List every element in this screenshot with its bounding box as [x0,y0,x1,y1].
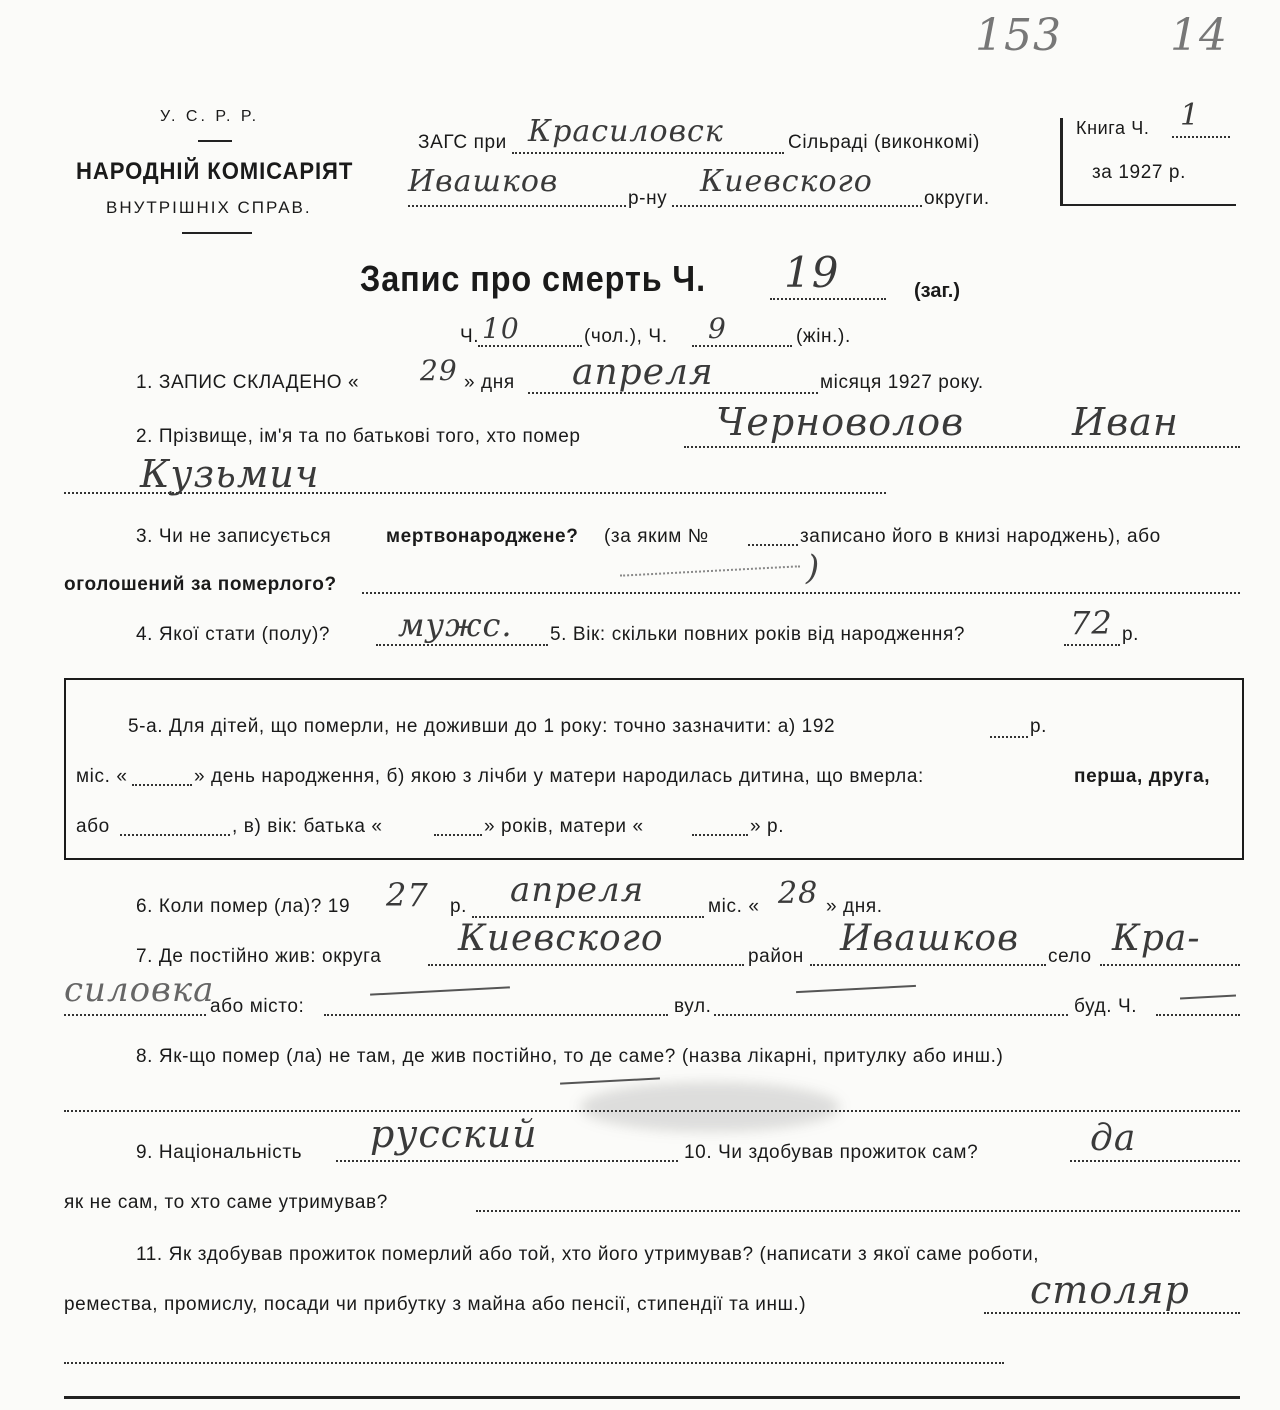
residence-house-dash [1180,995,1236,1000]
okrug-value: Киевского [700,164,873,199]
book-label: Книга Ч. [1076,118,1150,138]
age-unit: р. [1122,624,1140,645]
nationality-line [336,1160,678,1162]
residence-city-label: або місто: [210,996,305,1017]
field3-declared-line [362,592,1240,594]
okrug-field-line [672,205,922,207]
residence-village-label: село [1048,946,1092,967]
field10-label: 10. Чи здобував прожиток сам? [684,1142,979,1163]
residence-house-label: буд. Ч. [1074,996,1138,1017]
infant-or-label: або [76,816,110,837]
nationality-value: русский [370,1112,538,1156]
sex-value: мужс. [398,606,513,644]
infant-or-line [120,834,230,836]
record-title: Запис про смерть Ч. [360,258,707,299]
infant-mother-age-line [692,834,748,836]
field3-stroke: ) [806,548,821,588]
male-count-value: 10 [482,312,520,345]
female-count-label: (жін.). [796,326,851,347]
archive-number-right: 14 [1170,10,1228,61]
residence-village-value-2: силовка [64,970,215,1010]
residence-village-value: Кра- [1112,918,1201,959]
field1-month-value: апреля [572,352,714,393]
book-box-border-left [1060,118,1063,206]
field1-day-label: » дня [464,372,515,393]
district-label: р-ну [628,188,668,209]
book-box-border-bottom [1060,204,1236,206]
residence-raion-value: Ивашков [840,918,1020,959]
residence-okrug-value: Киевского [458,918,664,959]
infant-mother-age-label: » років, матери « [484,816,644,837]
zags-prefix: ЗАГС при [418,132,507,153]
female-count-line [692,345,792,347]
supporter-label: як не сам, то хто саме утримував? [64,1192,388,1213]
field3-stillborn-label: мертвонароджене? [386,526,579,547]
field8-scribble [560,1077,660,1084]
field1-label: 1. ЗАПИС СКЛАДЕНО « [136,372,360,393]
zags-village-value: Красиловск [528,114,724,149]
occupation-value: столяр [1030,1268,1190,1312]
book-number-value: 1 [1180,98,1201,133]
infant-line1: 5-а. Для дітей, що померли, не доживши до 1 року: точно зазначити: а) 192 [128,716,836,737]
field4-label: 4. Якої стати (полу)? [136,624,331,645]
field3-number-label: (за яким № [604,526,709,547]
field3-suffix: записано його в книзі народжень), або [800,526,1161,547]
bottom-rule [64,1396,1240,1399]
book-number-line [1172,136,1230,138]
female-count-value: 9 [708,312,727,345]
infant-mother-age-unit: » р. [750,816,785,837]
deceased-patronymic-value: Кузьмич [140,452,320,496]
archive-number-left: 153 [975,10,1062,61]
deceased-name-value: Иван [1072,400,1179,444]
age-line [1064,644,1120,646]
male-count-label: (чол.), Ч. [584,326,668,347]
zags-field-line [512,152,784,154]
ussr-label: У. С. Р. Р. [160,108,260,125]
self-supporting-value: да [1090,1118,1137,1159]
infant-month-line [132,784,192,786]
infant-father-age-label: , в) вік: батька « [232,816,383,837]
field1-day-value: 29 [420,354,458,387]
infant-birth-order-options: перша, друга, [1074,766,1211,787]
residence-okrug-line [428,964,744,966]
field11-label-2: ремества, промислу, посади чи прибутку з майна або пенсії, стипендії та инш.) [64,1294,807,1315]
field3-number-line [748,544,798,546]
divider [182,232,252,234]
residence-house-line [1156,1014,1240,1016]
field4-line [376,644,548,646]
infant-year-unit: р. [1030,716,1048,737]
male-count-line [478,345,582,347]
field3-declared-label: оголошений за померлого? [64,574,337,595]
field6-label: 6. Коли помер (ла)? 19 [136,896,351,917]
occupation-line-2 [64,1362,1004,1364]
male-count-prefix: Ч. [460,326,480,347]
divider [198,140,232,142]
residence-raion-label: район [748,946,804,967]
book-year: за 1927 р. [1092,162,1186,183]
residence-village-line-2 [64,1014,206,1016]
field9-label: 9. Національність [136,1142,303,1163]
field1-suffix: місяця 1927 року. [820,372,984,393]
field3-scribble [620,565,800,576]
residence-village-line [1100,964,1240,966]
residence-raion-line [810,964,1046,966]
field5-label: 5. Вік: скільки повних років від народження? [550,624,966,645]
residence-street-line [714,1014,1068,1016]
death-year-value: 27 [386,876,429,914]
record-number-value: 19 [784,248,840,297]
commissariat-title: НАРОДНІЙ КОМІСАРІЯТ [76,158,354,185]
supporter-line [476,1210,1240,1212]
field8-label: 8. Як-що помер (ла) не там, де жив постійно, то де саме? (назва лікарні, притулку або инш.) [136,1046,1004,1067]
residence-city-line [324,1014,668,1016]
age-value: 72 [1070,604,1113,642]
infant-line2: » день народження, б) якою з лічби у матери народилась дитина, що вмерла: [194,766,924,787]
infant-father-age-line [434,834,482,836]
field2-line [684,446,1240,448]
ink-smudge [580,1082,840,1132]
field7-label: 7. Де постійно жив: округа [136,946,382,967]
field10-line [1070,1160,1240,1162]
field3-label: 3. Чи не записується [136,526,332,547]
field2-label: 2. Прізвище, ім'я та по батькові того, хто помер [136,426,581,447]
residence-city-dash [370,986,510,995]
deceased-surname-value: Черноволов [716,400,965,444]
residence-street-label: вул. [674,996,712,1017]
internal-affairs-label: ВНУТРІШНІХ СПРАВ. [106,198,312,217]
field11-label: 11. Як здобував прожиток померлий або той, хто його утримував? (написати з якої саме роботи, [136,1244,1040,1265]
death-day-value: 28 [778,876,819,911]
death-year-unit: р. [450,896,468,917]
residence-street-dash [796,985,916,993]
record-number-line [770,298,886,300]
death-day-label: » дня. [826,896,883,917]
general-label: (заг.) [914,280,961,302]
district-field-line [408,205,626,207]
death-month-label: міс. « [708,896,760,917]
infant-month-label: міс. « [76,766,128,787]
death-month-value: апреля [510,870,645,910]
occupation-line [984,1312,1240,1314]
zags-suffix: Сільраді (виконкомі) [788,132,980,153]
infant-year-line [990,736,1028,738]
okrug-label: округи. [924,188,990,209]
district-value: Ивашков [408,164,559,199]
